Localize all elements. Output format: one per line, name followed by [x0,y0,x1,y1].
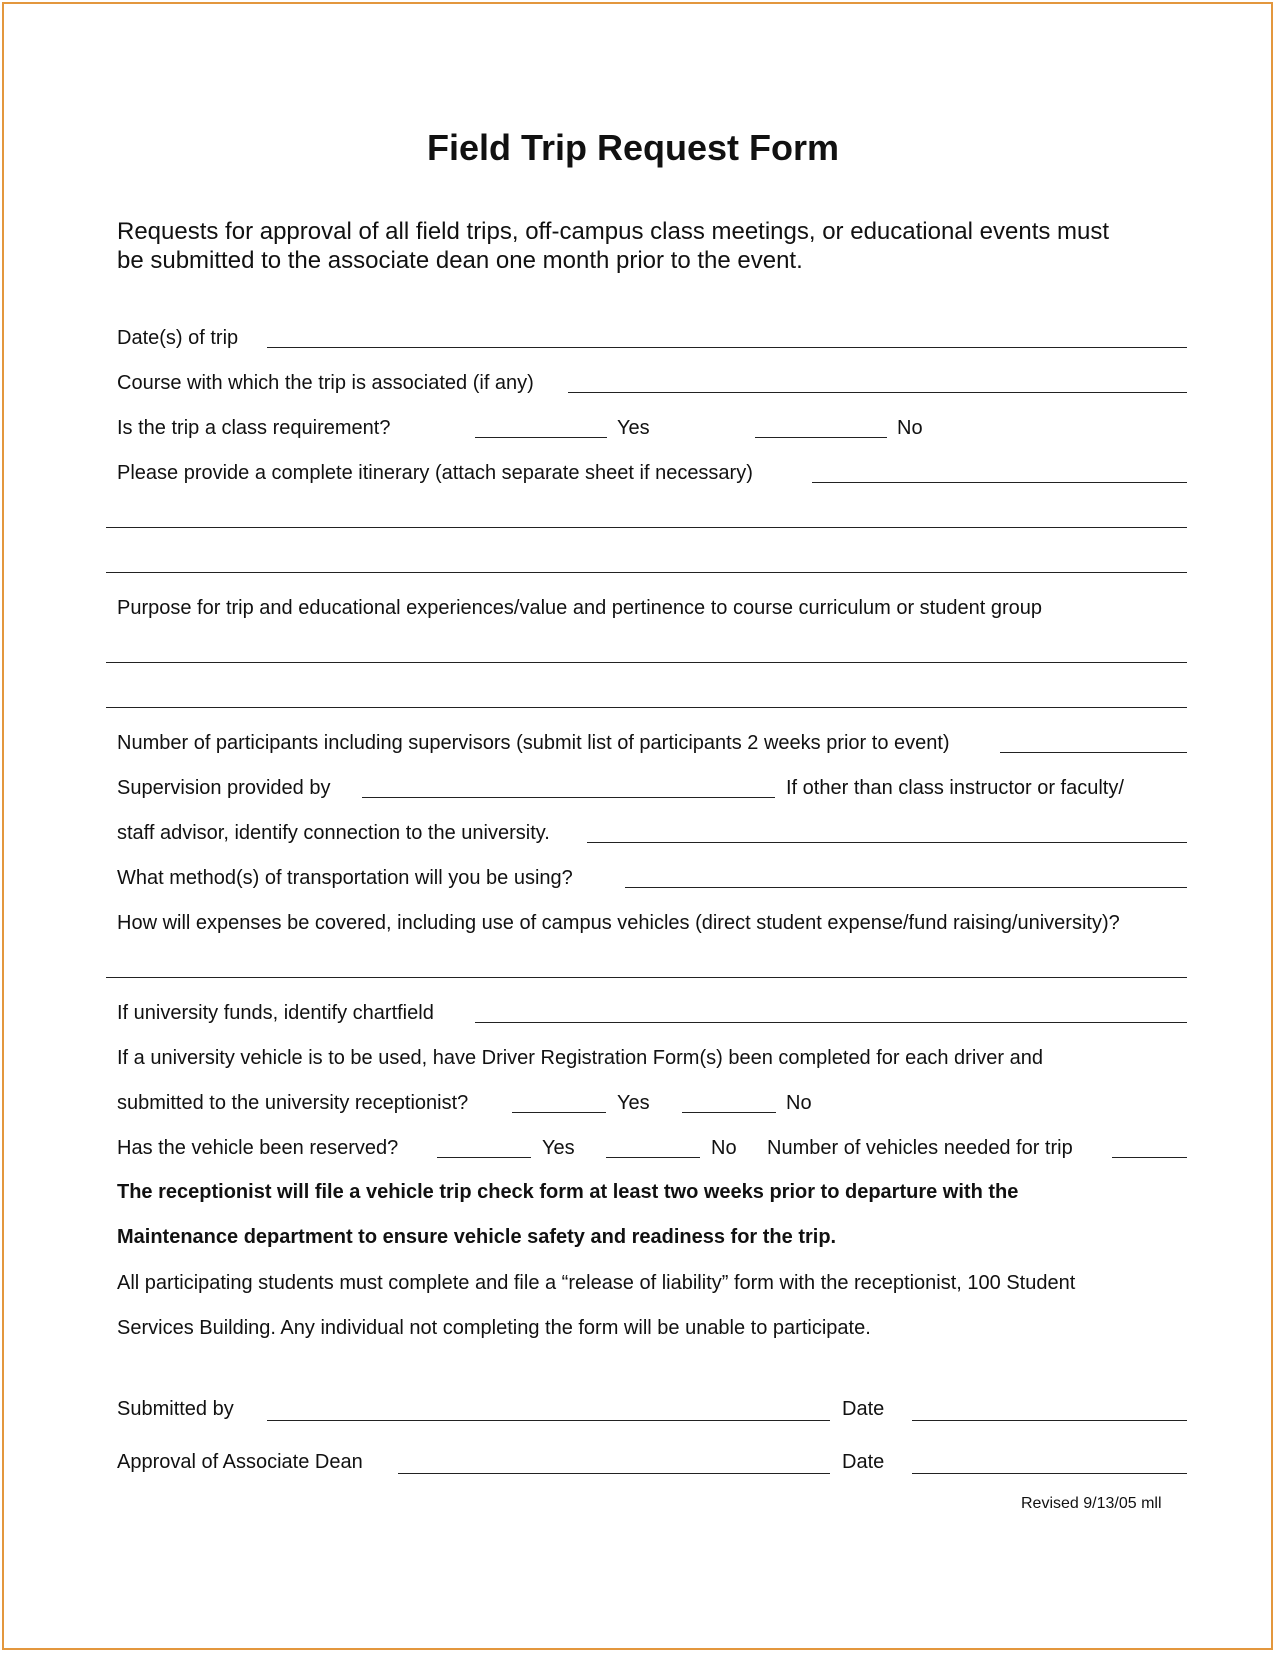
chartfield-label: If university funds, identify chartfield [117,1002,434,1024]
vehicles-needed-label: Number of vehicles needed for trip [767,1137,1073,1159]
requirement-yes-field[interactable] [475,437,607,438]
staff-field[interactable] [587,842,1187,843]
reserved-label: Has the vehicle been reserved? [117,1137,399,1159]
requirement-label: Is the trip a class requirement? [117,417,391,439]
dates-label: Date(s) of trip [117,327,239,349]
requirement-no-label: No [897,417,923,439]
intro-line-2: be submitted to the associate dean one month prior to the event. [117,247,803,274]
dates-field[interactable] [267,347,1187,348]
supervision-field[interactable] [362,797,775,798]
submitted-by-field[interactable] [267,1420,830,1421]
course-label: Course with which the trip is associated (if any) [117,372,534,394]
itinerary-field-line-2[interactable] [106,527,1187,528]
form-page [2,2,1273,1650]
driver-no-label: No [786,1092,812,1114]
submitted-date-label: Date [842,1398,885,1420]
purpose-label: Purpose for trip and educational experiences/value and pertinence to course curriculum or student group [117,597,1042,619]
reserved-no-label: No [711,1137,737,1159]
course-field[interactable] [568,392,1187,393]
purpose-field-line-2[interactable] [106,707,1187,708]
transport-label: What method(s) of transportation will you be using? [117,867,573,889]
approval-label: Approval of Associate Dean [117,1451,363,1473]
reserved-no-field[interactable] [606,1157,700,1158]
submitted-by-label: Submitted by [117,1398,234,1420]
approval-date-label: Date [842,1451,885,1473]
approval-field[interactable] [398,1473,830,1474]
participants-label: Number of participants including supervisors (submit list of participants 2 weeks prior to event) [117,732,950,754]
driver-label-1: If a university vehicle is to be used, have Driver Registration Form(s) been completed for each driver and [117,1047,1043,1069]
itinerary-field-line-3[interactable] [106,572,1187,573]
submitted-date-field[interactable] [912,1420,1187,1421]
driver-yes-field[interactable] [512,1112,606,1113]
requirement-yes-label: Yes [617,417,650,439]
supervision-note: If other than class instructor or faculty/ [786,777,1124,799]
driver-no-field[interactable] [682,1112,776,1113]
itinerary-label: Please provide a complete itinerary (attach separate sheet if necessary) [117,462,753,484]
approval-date-field[interactable] [912,1473,1187,1474]
purpose-field-line-1[interactable] [106,662,1187,663]
expenses-field[interactable] [106,977,1187,978]
vehicles-needed-field[interactable] [1112,1157,1187,1158]
expenses-label: How will expenses be covered, including use of campus vehicles (direct student expense/fund raising/university)? [117,912,1120,934]
itinerary-field[interactable] [812,482,1187,483]
reserved-yes-field[interactable] [437,1157,531,1158]
notice-line-2: Services Building. Any individual not completing the form will be unable to participate. [117,1317,871,1339]
notice-bold-line-2: Maintenance department to ensure vehicle safety and readiness for the trip. [117,1226,837,1248]
participants-field[interactable] [1000,752,1187,753]
intro-line-1: Requests for approval of all field trips, off-campus class meetings, or educational events must [117,218,1110,245]
page-title: Field Trip Request Form [427,127,840,168]
chartfield-field[interactable] [475,1022,1187,1023]
driver-label-2: submitted to the university receptionist? [117,1092,469,1114]
driver-yes-label: Yes [617,1092,650,1114]
transport-field[interactable] [625,887,1187,888]
supervision-label: Supervision provided by [117,777,331,799]
revision-note: Revised 9/13/05 mll [1021,1495,1162,1512]
reserved-yes-label: Yes [542,1137,575,1159]
notice-line-1: All participating students must complete and file a “release of liability” form with the receptionist, 100 Student [117,1272,1076,1294]
requirement-no-field[interactable] [755,437,887,438]
notice-bold-line-1: The receptionist will file a vehicle trip check form at least two weeks prior to departure with the [117,1181,1019,1203]
staff-label: staff advisor, identify connection to the university. [117,822,550,844]
